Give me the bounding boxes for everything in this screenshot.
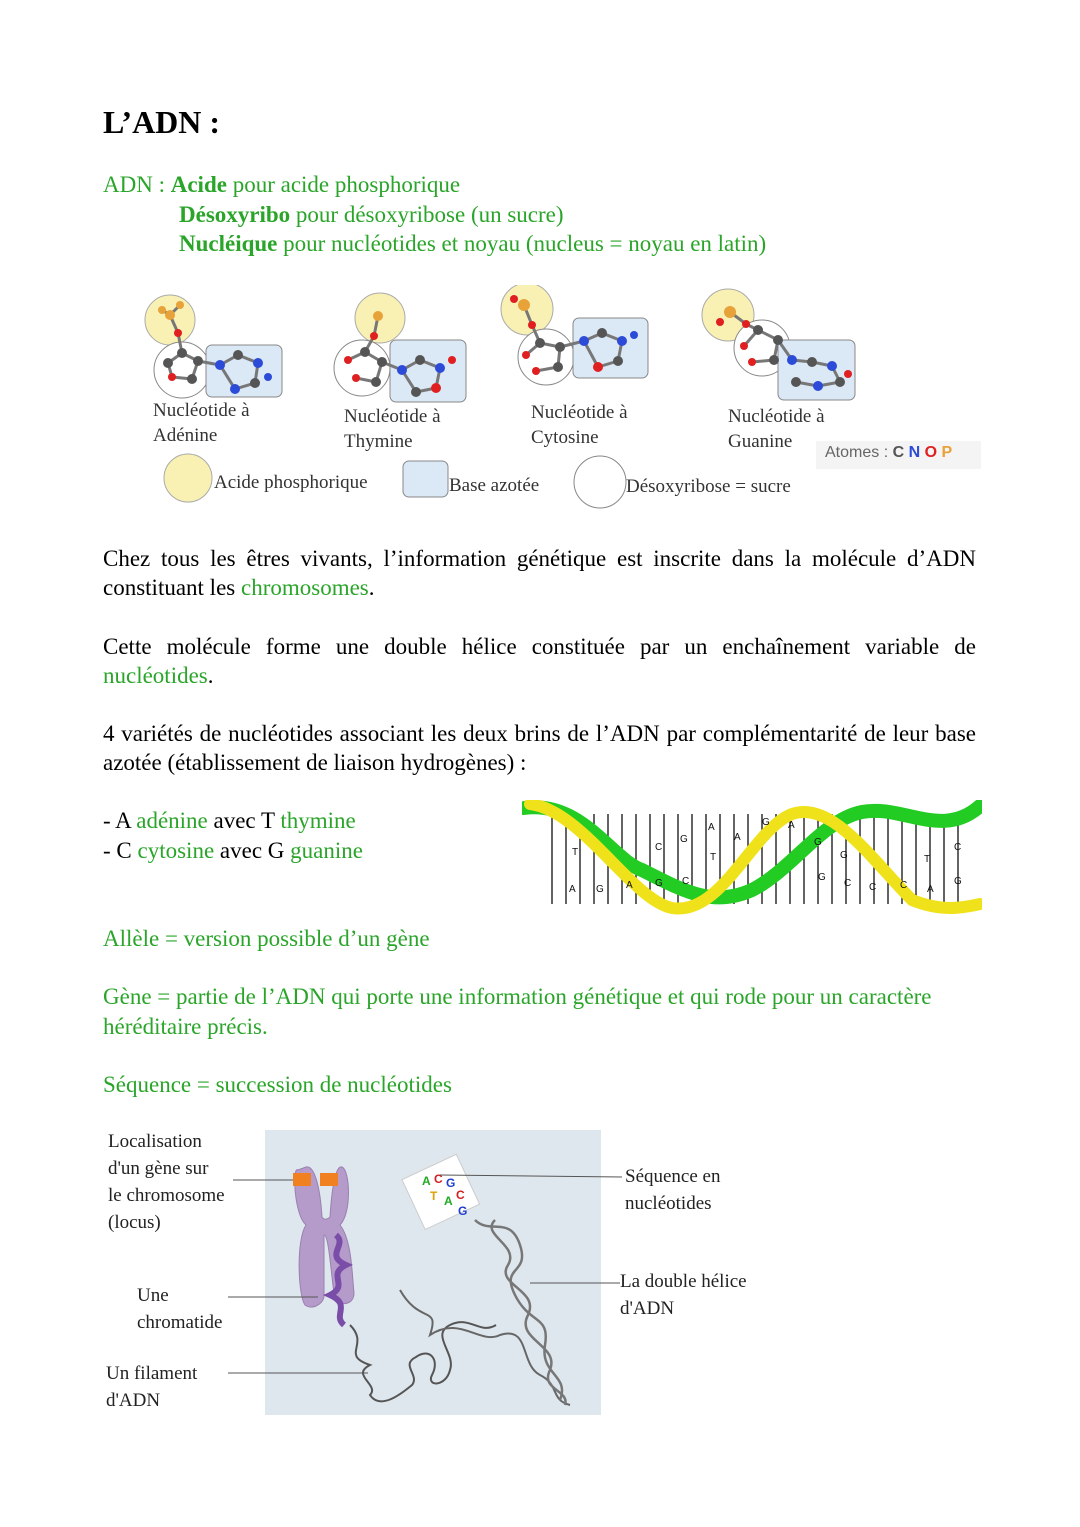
helix-label-l2: d'ADN (620, 1298, 675, 1319)
label-adenine-l1: Nucléotide à (153, 400, 250, 421)
paragraph-complementarity: 4 variétés de nucléotides associant les deux brins de l’ADN par complémentarité de leur base azotée (établissement de liaison hydrogènes) : (103, 721, 976, 775)
locus-label-l3: le chromosome (108, 1185, 225, 1206)
acronym-text-acide: pour acide phosphorique (226, 172, 461, 197)
label-thymine-l1: Nucléotide à (344, 406, 441, 427)
paragraph-chromosomes (103, 544, 976, 602)
pair-at-thymine: thymine (280, 808, 356, 833)
sequence-label-l1: Séquence en (625, 1166, 721, 1187)
helix-base-letter-top: G (762, 817, 770, 828)
atom-o: O (924, 444, 938, 461)
page-title: L’ADN : (103, 104, 221, 140)
sequence-label-l2: nucléotides (625, 1193, 712, 1214)
chromatid-label-l2: chromatide (137, 1312, 223, 1333)
nucleotide-cytosine-molecule (501, 285, 648, 385)
definition-sequence: Séquence = succession de nucléotides (103, 1072, 452, 1097)
atom-c: C (892, 444, 905, 461)
acronym-definition (103, 170, 766, 259)
helix-label (620, 1268, 747, 1322)
helix-base-letter-top: A (734, 832, 741, 843)
label-guanine (728, 404, 825, 454)
locus-band-left (293, 1173, 311, 1186)
locus-band-right (320, 1173, 338, 1186)
definition-allele: Allèle = version possible d’un gène (103, 926, 430, 951)
legend-sugar-swatch (574, 456, 626, 508)
pair-at (103, 806, 363, 836)
helix-base-letter-top: T (924, 854, 931, 865)
seq-letter-7: G (458, 1204, 468, 1218)
helix-base-letter-bottom: A (927, 884, 934, 895)
helix-base-letter-top: A (788, 820, 795, 831)
helix-base-letter-bottom: A (569, 884, 576, 895)
pair-cg (103, 836, 363, 866)
para1-end: . (368, 575, 375, 600)
legend-phosphate-swatch (164, 454, 212, 502)
para1-text: Chez tous les êtres vivants, l’information génétique est inscrite dans la molécule d’ADN constituant les (103, 546, 976, 600)
pair-cg-guanine: guanine (290, 837, 363, 863)
helix-base-letter-top: C (655, 842, 663, 853)
dna-helix-figure (522, 800, 982, 916)
atoms-label: Atomes : (825, 444, 889, 461)
label-cytosine (531, 400, 628, 450)
helix-base-letter-bottom: A (626, 880, 633, 891)
pair-cg-cytosine: cytosine (137, 837, 215, 863)
atom-n: N (908, 444, 921, 461)
helix-base-letter-top: G (840, 850, 848, 861)
helix-base-letter-bottom: T (710, 852, 717, 863)
label-adenine-l2: Adénine (153, 425, 218, 446)
acronym-prefix: ADN : (103, 172, 171, 197)
definition-gene: Gène = partie de l’ADN qui porte une information génétique et qui rode pour un caractère héréditaire précis. (103, 984, 932, 1039)
acronym-key-desoxyribo: Désoxyribo (179, 201, 291, 227)
label-cytosine-l2: Cytosine (531, 427, 599, 448)
label-thymine (344, 404, 441, 454)
helix-base-letter-bottom: G (954, 876, 962, 887)
acronym-key-nucleique: Nucléique (179, 231, 278, 256)
pair-at-mid: avec T (207, 808, 281, 833)
acronym-text-desoxyribo: pour désoxyribose (un sucre) (290, 201, 564, 227)
sequence-label (625, 1163, 720, 1217)
helix-base-letter-bottom: G (596, 884, 604, 895)
helix-base-letter-top: G (680, 834, 688, 845)
acronym-text-nucleique: pour nucléotides et noyau (nucleus = noyau en latin) (277, 231, 767, 256)
label-thymine-l2: Thymine (344, 431, 413, 452)
helix-base-letter-bottom: G (818, 872, 826, 883)
para2-text: Cette molécule forme une double hélice constituée par un enchaînement variable de (103, 634, 976, 659)
helix-base-letter-top: C (954, 842, 962, 853)
seq-letter-1: A (422, 1174, 431, 1188)
nucleotide-guanine-molecule (702, 289, 855, 400)
atoms-legend (825, 444, 952, 462)
locus-label-l1: Localisation (108, 1131, 202, 1152)
seq-letter-4: T (430, 1189, 438, 1203)
pair-at-dash: - A (103, 808, 137, 833)
filament-label-l1: Un filament (106, 1363, 198, 1384)
helix-base-letter-top: T (572, 847, 579, 858)
para2-green: nucléotides (103, 663, 208, 688)
helix-base-letter-bottom: G (655, 878, 663, 889)
helix-base-letter-bottom: C (869, 882, 877, 893)
seq-letter-6: C (456, 1188, 465, 1202)
nucleotides-figure (140, 285, 985, 515)
chromosome-figure (100, 1125, 800, 1420)
locus-label-l2: d'un gène sur (108, 1158, 209, 1179)
pair-list (103, 806, 363, 865)
nucleotide-thymine-molecule (334, 293, 466, 402)
seq-letter-5: A (444, 1194, 453, 1208)
helix-base-letter-bottom: C (844, 878, 852, 889)
label-guanine-l2: Guanine (728, 431, 793, 452)
helix-label-l1: La double hélice (620, 1271, 747, 1292)
label-adenine (153, 398, 250, 448)
pair-cg-mid: avec G (214, 837, 291, 863)
para1-green: chromosomes (240, 575, 369, 600)
para2-end: . (207, 663, 214, 688)
filament-label-l2: d'ADN (106, 1390, 161, 1411)
pair-cg-dash: - C (103, 837, 138, 863)
locus-label (108, 1128, 225, 1236)
nucleotide-adenine-molecule (145, 295, 282, 398)
label-cytosine-l1: Nucléotide à (531, 402, 628, 423)
seq-letter-3: G (446, 1176, 456, 1190)
filament-label (106, 1360, 197, 1414)
legend-sugar-label: Désoxyribose = sucre (626, 476, 791, 497)
chromatid-label-l1: Une (137, 1285, 169, 1306)
helix-base-letter-bottom: C (900, 880, 908, 891)
dna-helix-illustration (522, 800, 982, 916)
helix-base-letter-top: A (708, 822, 715, 833)
legend-base-label: Base azotée (449, 475, 540, 496)
chromatid-label (137, 1282, 222, 1336)
seq-letter-2: C (434, 1172, 443, 1186)
locus-label-l4: (locus) (108, 1212, 161, 1233)
atom-p: P (941, 444, 953, 461)
acronym-key-acide: Acide (170, 172, 227, 197)
legend-base-swatch (403, 461, 448, 497)
paragraph-double-helix (103, 632, 976, 690)
pair-at-adenine: adénine (136, 808, 208, 833)
label-guanine-l1: Nucléotide à (728, 406, 825, 427)
legend-phosphate-label: Acide phosphorique (214, 472, 368, 493)
helix-base-letter-top: G (814, 837, 822, 848)
helix-base-letter-bottom: C (682, 876, 690, 887)
